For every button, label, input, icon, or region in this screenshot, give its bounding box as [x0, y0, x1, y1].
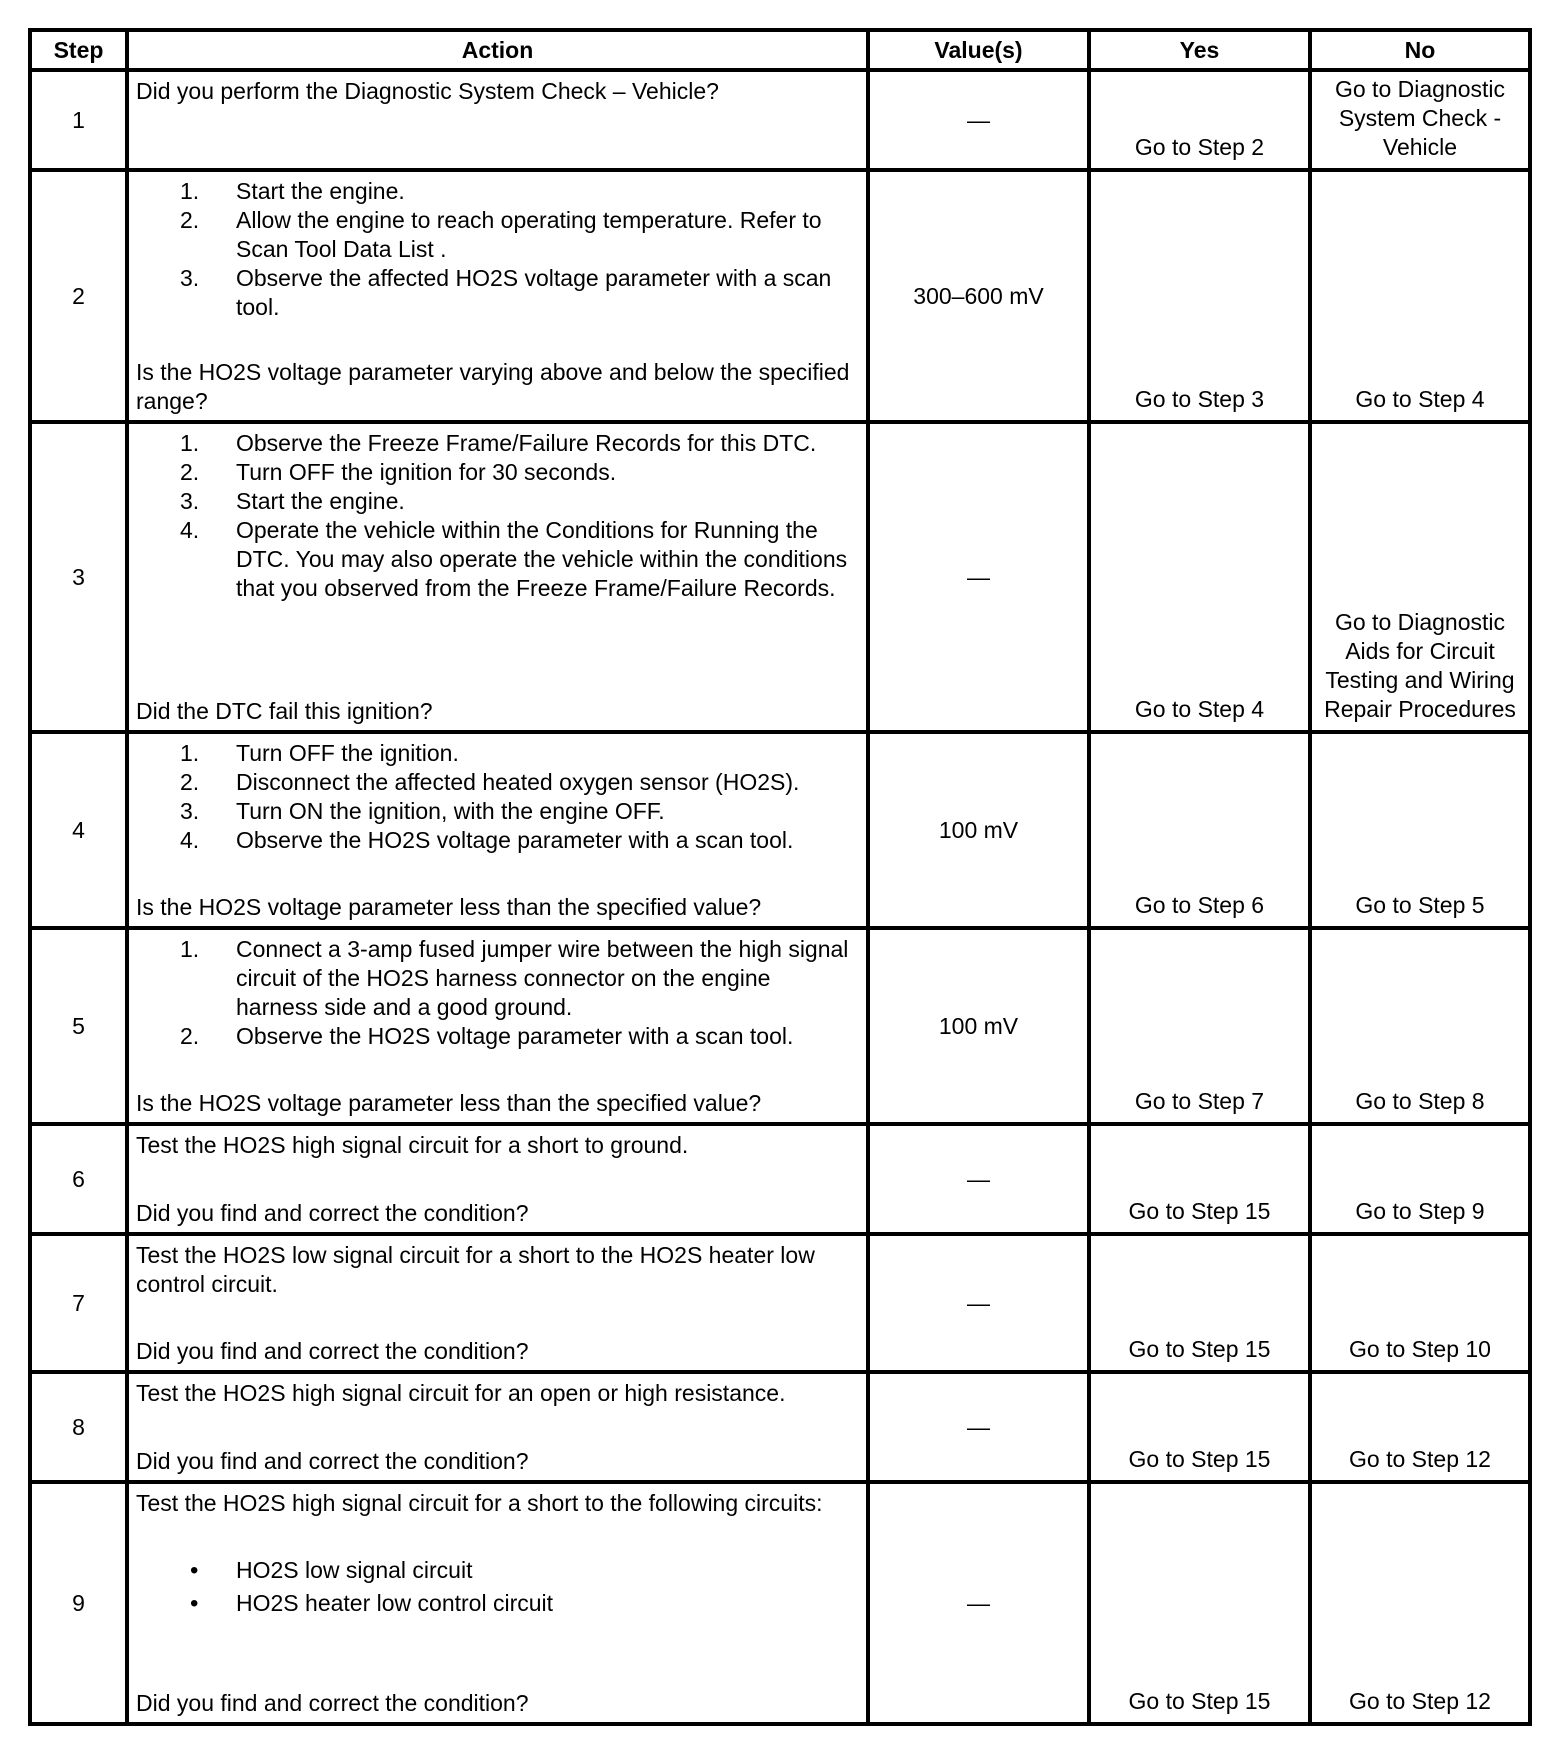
- yes-link[interactable]: Go to Step 2: [1134, 134, 1265, 160]
- action-question: Did you find and correct the condition?: [136, 1448, 529, 1474]
- action-cell: [129, 930, 870, 1122]
- action-text: Test the HO2S high signal circuit for a short to ground.: [136, 1132, 689, 1158]
- bullet-list: [136, 1556, 858, 1618]
- no-cell: [1312, 1126, 1528, 1232]
- action-text: Test the HO2S high signal circuit for an open or high resistance.: [136, 1380, 786, 1406]
- table-row: [32, 926, 1528, 1122]
- no-link[interactable]: Go to Step 5: [1355, 892, 1485, 918]
- list-item: 2. Allow the engine to reach operating temperature. Refer to Scan Tool Data List .: [180, 207, 822, 262]
- value-cell: —: [870, 1236, 1091, 1370]
- yes-link[interactable]: Go to Step 15: [1128, 1446, 1271, 1472]
- value-cell: —: [870, 1484, 1091, 1722]
- no-cell: [1312, 1236, 1528, 1370]
- list-item: 1. Observe the Freeze Frame/Failure Records for this DTC.: [180, 430, 817, 456]
- action-cell: [129, 72, 870, 168]
- action-text: Test the HO2S low signal circuit for a short to the HO2S heater low control circuit.: [136, 1242, 815, 1297]
- action-question: Is the HO2S voltage parameter varying above and below the specified range?: [136, 359, 850, 414]
- list-item: 1. Turn OFF the ignition.: [180, 740, 459, 766]
- list-item: • HO2S low signal circuit: [136, 1556, 858, 1585]
- table-row: [32, 68, 1528, 168]
- yes-cell: [1091, 1126, 1312, 1232]
- step-number: 9: [32, 1484, 129, 1722]
- list-item: 3. Start the engine.: [180, 488, 405, 514]
- yes-link[interactable]: Go to Step 15: [1128, 1336, 1271, 1362]
- no-link[interactable]: Go to Step 9: [1355, 1198, 1485, 1224]
- yes-link[interactable]: Go to Step 6: [1134, 892, 1265, 918]
- list-item: 3. Turn ON the ignition, with the engine OFF.: [180, 798, 665, 824]
- action-question: Did you find and correct the condition?: [136, 1690, 529, 1716]
- table-row: [32, 1370, 1528, 1480]
- header-action: Action: [129, 32, 870, 68]
- value-cell: —: [870, 1126, 1091, 1232]
- yes-cell: [1091, 1374, 1312, 1480]
- list-item: 1. Start the engine.: [180, 178, 405, 204]
- yes-cell: [1091, 734, 1312, 926]
- header-values: Value(s): [870, 32, 1091, 68]
- no-cell: [1312, 424, 1528, 730]
- header-no: No: [1404, 36, 1436, 63]
- value-cell: 100 mV: [870, 930, 1091, 1122]
- action-question: Did you find and correct the condition?: [136, 1338, 529, 1364]
- step-number: 7: [32, 1236, 129, 1370]
- list-item: 2. Observe the HO2S voltage parameter with a scan tool.: [180, 1023, 794, 1049]
- table-row: [32, 1480, 1528, 1722]
- table-row: [32, 420, 1528, 730]
- header-step: Step: [32, 32, 129, 68]
- list-item: 3. Observe the affected HO2S voltage parameter with a scan tool.: [180, 265, 832, 320]
- list-item: 4. Observe the HO2S voltage parameter with a scan tool.: [180, 827, 794, 853]
- action-cell: [129, 172, 870, 420]
- value-cell: 300–600 mV: [870, 172, 1091, 420]
- no-cell: [1312, 1374, 1528, 1480]
- action-cell: [129, 1484, 870, 1722]
- table-row: [32, 1232, 1528, 1370]
- step-number: 5: [32, 930, 129, 1122]
- numbered-steps: [136, 739, 858, 855]
- yes-link[interactable]: Go to Step 15: [1128, 1198, 1271, 1224]
- no-link[interactable]: Go to Step 4: [1355, 386, 1485, 412]
- header-yes: Yes: [1091, 32, 1312, 68]
- numbered-steps: [136, 177, 858, 322]
- action-question: Is the HO2S voltage parameter less than the specified value?: [136, 894, 762, 920]
- no-link[interactable]: Go to Diagnostic Aids for Circuit Testing and Wiring Repair Procedures: [1324, 609, 1516, 722]
- yes-cell: [1091, 930, 1312, 1122]
- header-row: [32, 32, 1528, 68]
- action-cell: [129, 1374, 870, 1480]
- action-cell: [129, 424, 870, 730]
- action-cell: [129, 1236, 870, 1370]
- no-cell: [1312, 172, 1528, 420]
- step-number: 6: [32, 1126, 129, 1232]
- numbered-steps: [136, 935, 858, 1051]
- table-row: [32, 168, 1528, 420]
- step-number: 4: [32, 734, 129, 926]
- value-cell: —: [870, 1374, 1091, 1480]
- value-cell: —: [870, 72, 1091, 168]
- list-item: 2. Disconnect the affected heated oxygen sensor (HO2S).: [180, 769, 800, 795]
- yes-link[interactable]: Go to Step 7: [1134, 1088, 1265, 1114]
- no-cell: [1312, 72, 1528, 168]
- diagnostic-table: [28, 28, 1532, 1726]
- no-cell: [1312, 734, 1528, 926]
- no-link[interactable]: Go to Step 8: [1355, 1088, 1485, 1114]
- yes-cell: [1091, 72, 1312, 168]
- list-item: • HO2S heater low control circuit: [136, 1589, 858, 1618]
- table-row: [32, 1122, 1528, 1232]
- no-link[interactable]: Go to Diagnostic System Check - Vehicle: [1334, 76, 1506, 160]
- step-number: 3: [32, 424, 129, 730]
- no-link[interactable]: Go to Step 12: [1349, 1688, 1491, 1714]
- value-cell: —: [870, 424, 1091, 730]
- yes-cell: [1091, 424, 1312, 730]
- numbered-steps: [136, 429, 858, 603]
- action-text: Test the HO2S high signal circuit for a short to the following circuits:: [136, 1490, 823, 1516]
- no-link[interactable]: Go to Step 12: [1349, 1446, 1491, 1472]
- yes-cell: [1091, 172, 1312, 420]
- yes-link[interactable]: Go to Step 15: [1128, 1688, 1271, 1714]
- yes-link[interactable]: Go to Step 3: [1134, 386, 1265, 412]
- yes-cell: [1091, 1236, 1312, 1370]
- action-cell: [129, 1126, 870, 1232]
- no-cell: [1312, 1484, 1528, 1722]
- action-cell: [129, 734, 870, 926]
- step-number: 2: [32, 172, 129, 420]
- list-item: 2. Turn OFF the ignition for 30 seconds.: [180, 459, 617, 485]
- step-number: 1: [32, 72, 129, 168]
- action-question: Did the DTC fail this ignition?: [136, 698, 433, 724]
- yes-link[interactable]: Go to Step 4: [1134, 696, 1265, 722]
- no-cell: [1312, 930, 1528, 1122]
- no-link[interactable]: Go to Step 10: [1349, 1336, 1491, 1362]
- list-item: 1. Connect a 3-amp fused jumper wire between the high signal circuit of the HO2S harness connector on the engine harness side and a good ground.: [180, 936, 849, 1020]
- value-cell: 100 mV: [870, 734, 1091, 926]
- step-number: 8: [32, 1374, 129, 1480]
- yes-cell: [1091, 1484, 1312, 1722]
- action-question: Did you find and correct the condition?: [136, 1200, 529, 1226]
- action-text: Did you perform the Diagnostic System Check – Vehicle?: [136, 78, 719, 104]
- list-item: 4. Operate the vehicle within the Conditions for Running the DTC. You may also operate the vehicle within the conditions that you observed from the Freeze Frame/Failure Records.: [180, 517, 848, 601]
- action-question: Is the HO2S voltage parameter less than the specified value?: [136, 1090, 762, 1116]
- table-row: [32, 730, 1528, 926]
